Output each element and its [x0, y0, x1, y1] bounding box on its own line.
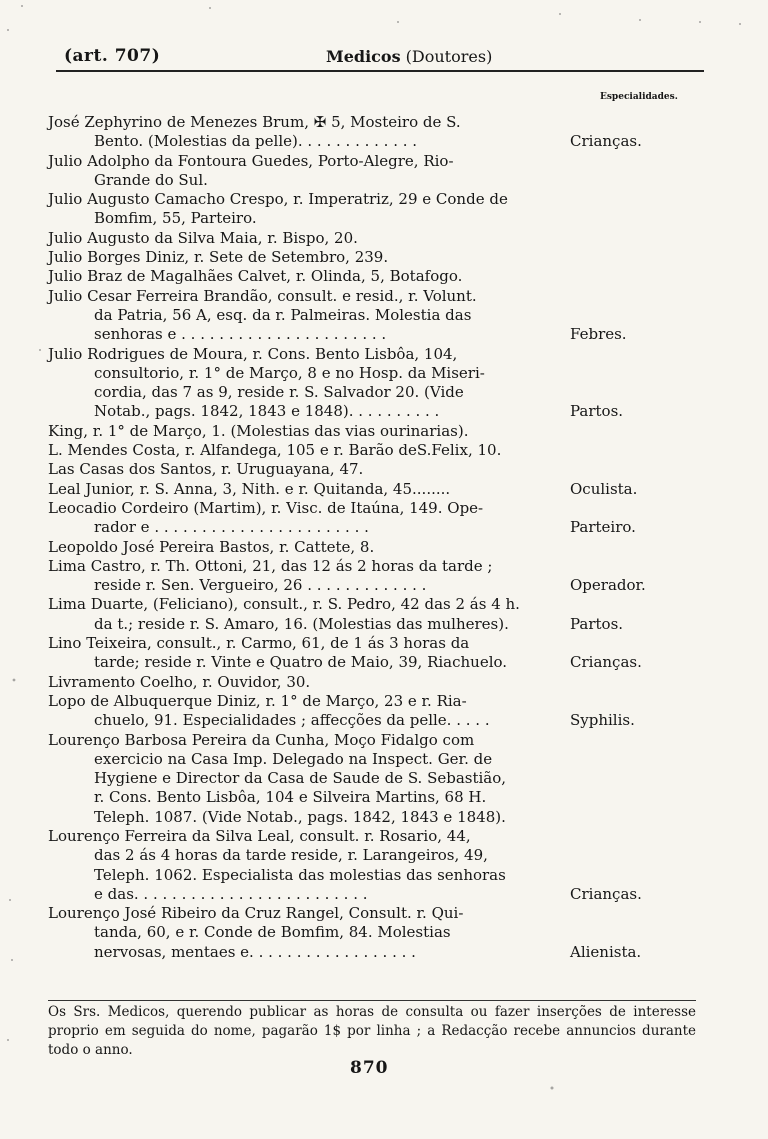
entry-specialty: Febres.	[570, 325, 627, 344]
entry-text: Bento. (Molestias da pelle). . . . . . . . . . . . .	[94, 132, 418, 151]
directory-entry	[48, 904, 668, 962]
entry-text: r. Cons. Bento Lisbôa, 104 e Silveira Martins, 68 H.	[94, 788, 487, 807]
footnote-rule	[48, 1000, 696, 1001]
entry-continuation-line	[48, 402, 624, 421]
entry-first-line	[48, 904, 568, 923]
entry-specialty: Oculista.	[570, 479, 638, 498]
entry-continuation-line	[48, 132, 642, 151]
directory-entry	[48, 229, 668, 248]
directory-entry	[48, 441, 668, 460]
entry-first-line	[48, 267, 568, 286]
entry-text: Teleph. 1087. (Vide Notab., pags. 1842, 1843 e 1848).	[94, 807, 506, 826]
entry-continuation-line	[48, 769, 568, 788]
entry-text: rador e . . . . . . . . . . . . . . . . . . . . . . .	[94, 518, 369, 537]
entry-first-line	[48, 827, 568, 846]
entry-continuation-line	[48, 942, 642, 962]
entry-text: Julio Borges Diniz, r. Sete de Setembro, 239.	[48, 248, 389, 267]
entry-first-line	[48, 673, 568, 692]
footnote: Os Srs. Medicos, querendo publicar as horas de consulta ou fazer inserções de interesse proprio em seguida do nome, pagarão 1$ por linha ; a Redacção recebe annuncios durante todo o anno.	[48, 1004, 696, 1058]
entry-continuation-line	[48, 750, 568, 769]
entry-text: Lima Castro, r. Th. Ottoni, 21, das 12 ás 2 horas da tarde ;	[48, 556, 493, 575]
entry-specialty: Operador.	[570, 576, 646, 595]
entry-text: chuelo, 91. Especialidades ; affecções da pelle. . . . .	[94, 711, 490, 730]
entry-first-line	[48, 731, 568, 750]
entry-continuation-line	[48, 209, 568, 228]
entry-text: King, r. 1° de Março, 1. (Molestias das vias ourinarias).	[48, 421, 469, 440]
directory-entry	[48, 634, 668, 673]
entry-text: Julio Adolpho da Fontoura Guedes, Porto-Alegre, Rio-	[48, 151, 454, 170]
directory-entry	[48, 422, 668, 441]
entry-text: Lino Teixeira, consult., r. Carmo, 61, de 1 ás 3 horas da	[48, 634, 470, 653]
entry-text: Bomfim, 55, Parteiro.	[94, 209, 257, 228]
entry-specialty: Crianças.	[570, 884, 642, 903]
entry-text: Julio Rodrigues de Moura, r. Cons. Bento Lisbôa, 104,	[48, 344, 458, 363]
entry-text: Julio Augusto da Silva Maia, r. Bispo, 20.	[48, 228, 358, 247]
entry-first-line	[48, 692, 568, 711]
entry-continuation-line	[48, 866, 568, 885]
entry-continuation-line	[48, 325, 627, 344]
entry-text: L. Mendes Costa, r. Alfandega, 105 e r. Barão deS.Felix, 10.	[48, 441, 502, 460]
directory-entry	[48, 673, 668, 692]
entry-text: Julio Cesar Ferreira Brandão, consult. e resid., r. Volunt.	[48, 286, 477, 305]
entry-first-line	[48, 287, 568, 306]
entry-first-line	[48, 441, 568, 460]
entry-text: reside r. Sen. Vergueiro, 26 . . . . . . . . . . . . .	[94, 576, 427, 595]
page-title-rest: (Doutores)	[400, 47, 493, 66]
entry-continuation-line	[48, 711, 635, 730]
entry-first-line	[48, 248, 568, 267]
directory-entry	[48, 692, 668, 731]
entry-continuation-line	[48, 923, 568, 942]
entry-text: exercicio na Casa Imp. Delegado na Inspect. Ger. de	[94, 749, 493, 768]
entry-continuation-line	[48, 171, 568, 190]
entry-first-line	[48, 595, 568, 614]
entry-text: Lopo de Albuquerque Diniz, r. 1° de Março, 23 e r. Ria-	[48, 691, 467, 710]
directory-entry	[48, 190, 668, 229]
directory-entry	[48, 248, 668, 267]
entry-first-line	[48, 152, 568, 171]
directory-entry	[48, 827, 668, 904]
entry-first-line	[48, 557, 568, 576]
entry-first-line	[48, 113, 568, 132]
entry-text: Leocadio Cordeiro (Martim), r. Visc. de Itaúna, 149. Ope-	[48, 498, 484, 517]
entry-first-line	[48, 499, 568, 518]
entry-first-line	[48, 460, 568, 479]
entry-first-line	[48, 634, 568, 653]
entry-text: Las Casas dos Santos, r. Uruguayana, 47.	[48, 460, 364, 479]
entry-text: consultorio, r. 1° de Março, 8 e no Hosp. da Miseri-	[94, 363, 485, 382]
page-title-bold: Medicos	[326, 47, 401, 66]
entry-text: da t.; reside r. S. Amaro, 16. (Molestias das mulheres).	[94, 614, 509, 633]
entry-text: nervosas, mentaes e. . . . . . . . . . . . . . . . . .	[94, 942, 416, 961]
entry-text: Leopoldo José Pereira Bastos, r. Cattete, 8.	[48, 537, 375, 556]
entry-continuation-line	[48, 788, 568, 807]
entry-text: da Patria, 56 A, esq. da r. Palmeiras. Molestia das	[94, 305, 472, 324]
directory-entry	[48, 460, 668, 479]
entry-continuation-line	[48, 653, 642, 672]
entry-first-line	[48, 345, 568, 364]
entry-continuation-line	[48, 846, 568, 865]
entry-specialty: Partos.	[570, 614, 624, 633]
entry-first-line	[48, 538, 568, 557]
entry-specialty: Crianças.	[570, 653, 642, 672]
entry-text: e das. . . . . . . . . . . . . . . . . . . . . . . . .	[94, 884, 368, 903]
directory-entry	[48, 538, 668, 557]
entry-text: das 2 ás 4 horas da tarde reside, r. Larangeiros, 49,	[94, 846, 488, 865]
running-header	[56, 42, 706, 72]
directory-entry	[48, 267, 668, 286]
entry-continuation-line	[48, 614, 624, 634]
entry-specialty: Parteiro.	[570, 518, 636, 537]
entry-text: cordia, das 7 as 9, reside r. S. Salvador 20. (Vide	[94, 383, 464, 402]
directory-entry	[48, 113, 668, 152]
entry-text: Hygiene e Director da Casa de Saude de S. Sebastião,	[94, 769, 507, 788]
entry-text: Julio Augusto Camacho Crespo, r. Imperatriz, 29 e Conde de	[48, 190, 508, 209]
entry-text: Lourenço Ferreira da Silva Leal, consult. r. Rosario, 44,	[48, 826, 471, 845]
entry-text: tanda, 60, e r. Conde de Bomfim, 84. Molestias	[94, 923, 451, 942]
directory-entry	[48, 557, 668, 596]
entry-continuation-line	[48, 306, 568, 325]
specialties-header: Especialidades.	[600, 92, 678, 102]
entry-continuation-line	[48, 808, 568, 827]
entry-first-line	[48, 479, 638, 499]
directory-entry	[48, 499, 668, 538]
entry-text: Leal Junior, r. S. Anna, 3, Nith. e r. Quitanda, 45........	[48, 479, 451, 498]
entry-continuation-line	[48, 364, 568, 383]
entry-text: Notab., pags. 1842, 1843 e 1848). . . . . . . . . .	[94, 402, 440, 421]
page-title	[326, 47, 492, 66]
entry-specialty: Partos.	[570, 402, 624, 421]
entry-text: Lourenço José Ribeiro da Cruz Rangel, Consult. r. Qui-	[48, 904, 464, 923]
entry-continuation-line	[48, 576, 646, 595]
entry-text: senhoras e . . . . . . . . . . . . . . . . . . . . . .	[94, 325, 387, 344]
entry-first-line	[48, 190, 568, 209]
directory-entry	[48, 345, 668, 422]
entry-specialty: Alienista.	[570, 942, 642, 961]
directory-list	[48, 113, 668, 962]
entry-text: Livramento Coelho, r. Ouvidor, 30.	[48, 672, 311, 691]
entry-text: Grande do Sul.	[94, 170, 208, 189]
entry-first-line	[48, 229, 568, 248]
entry-text: Lima Duarte, (Feliciano), consult., r. S. Pedro, 42 das 2 ás 4 h.	[48, 595, 520, 614]
article-number: (art. 707)	[64, 46, 161, 66]
entry-text: Julio Braz de Magalhães Calvet, r. Olinda, 5, Botafogo.	[48, 267, 463, 286]
entry-text: tarde; reside r. Vinte e Quatro de Maio, 39, Riachuelo.	[94, 653, 508, 672]
entry-continuation-line	[48, 518, 636, 537]
entry-text: Teleph. 1062. Especialista das molestias das senhoras	[94, 865, 506, 884]
entry-text: Lourenço Barbosa Pereira da Cunha, Moço Fidalgo com	[48, 730, 475, 749]
directory-entry	[48, 595, 668, 634]
directory-entry	[48, 152, 668, 191]
header-rule	[56, 70, 704, 72]
entry-continuation-line	[48, 884, 642, 904]
entry-continuation-line	[48, 383, 568, 402]
entry-specialty: Crianças.	[570, 132, 642, 151]
entry-text: José Zephyrino de Menezes Brum, ✠ 5, Mosteiro de S.	[48, 113, 461, 131]
entry-specialty: Syphilis.	[570, 711, 635, 730]
directory-entry	[48, 480, 668, 499]
entry-first-line	[48, 422, 568, 441]
page-number: 870	[350, 1058, 389, 1078]
directory-entry	[48, 731, 668, 827]
directory-entry	[48, 287, 668, 345]
